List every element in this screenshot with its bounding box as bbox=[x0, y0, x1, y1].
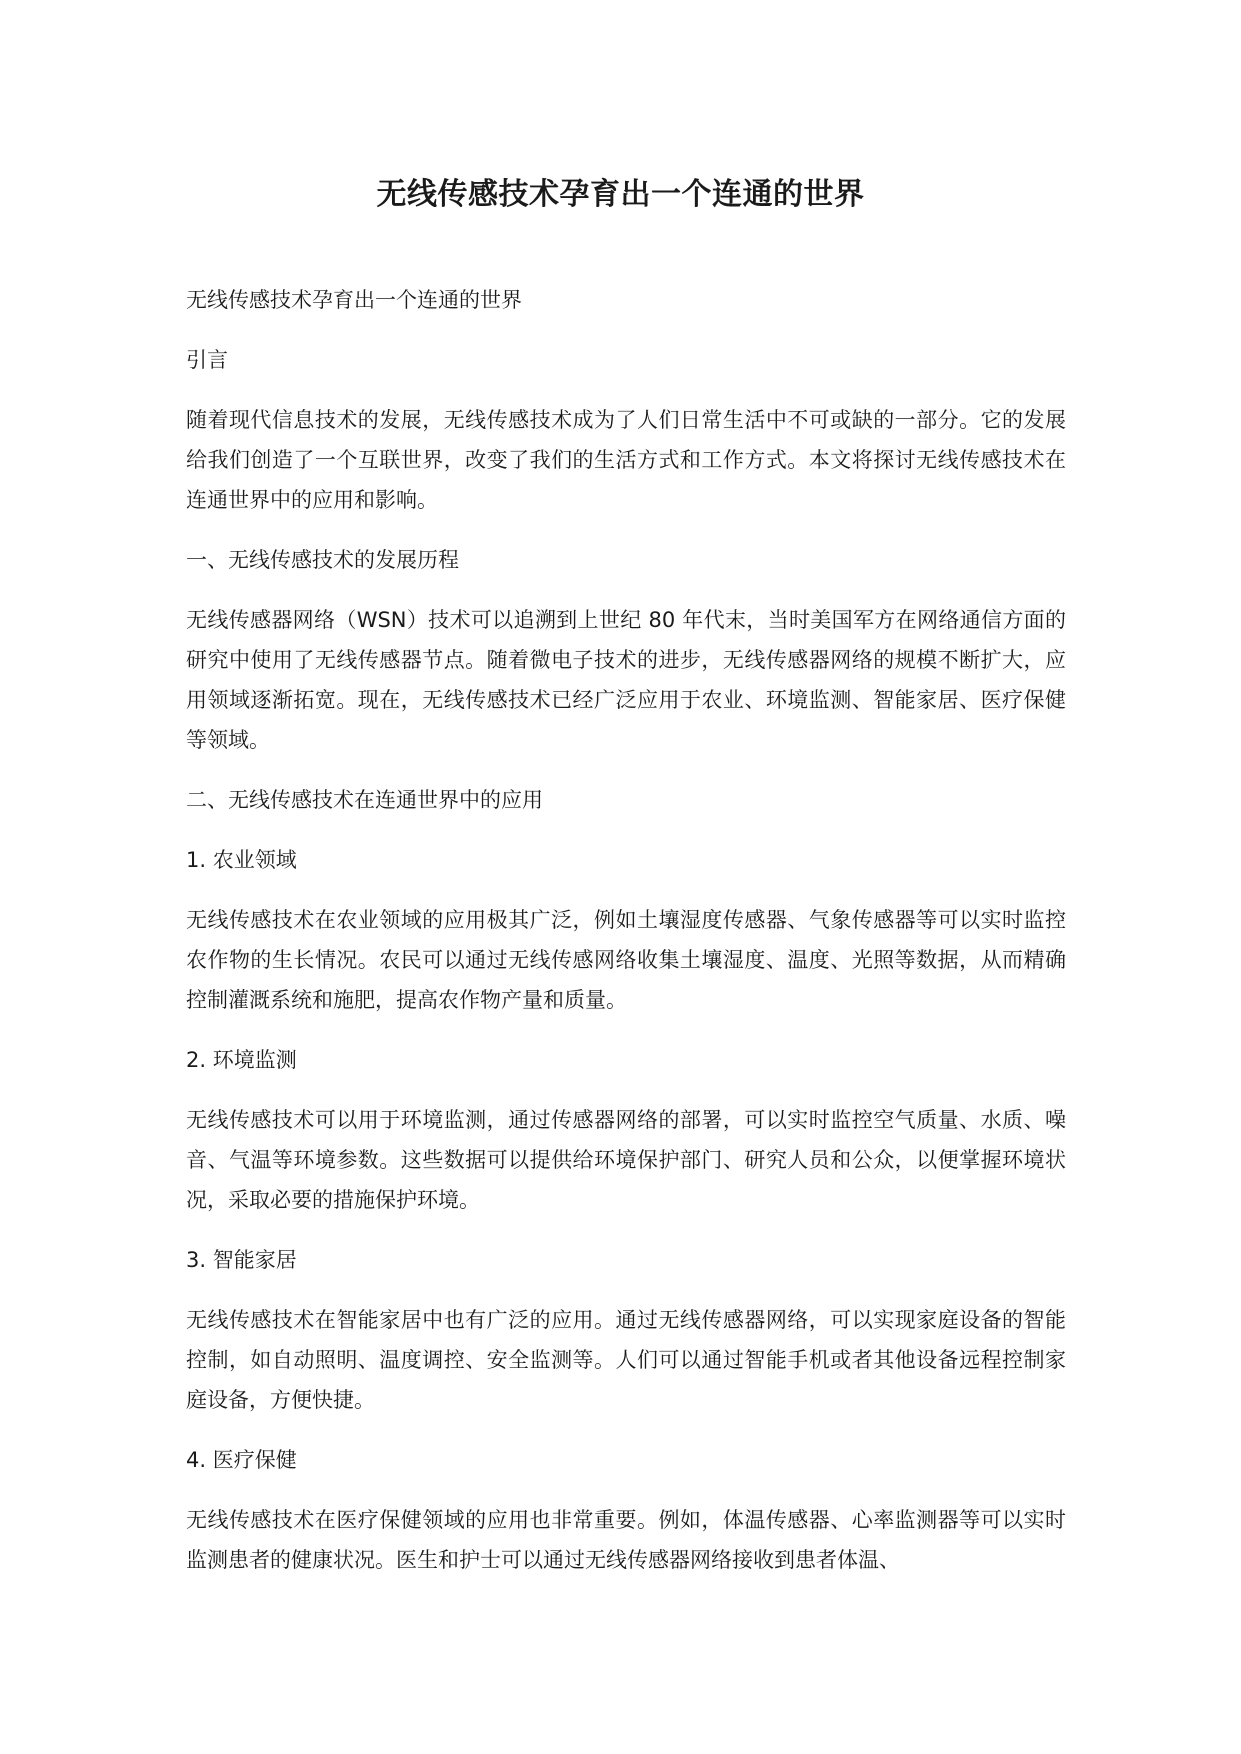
paragraph-environment: 无线传感技术可以用于环境监测，通过传感器网络的部署，可以实时监控空气质量、水质、噪音、气温等环境参数。这些数据可以提供给环境保护部门、研究人员和公众，以便掌握环境状况，采取必要的措施保护环境。 bbox=[186, 1108, 1066, 1212]
heading-intro: 引言 bbox=[186, 348, 228, 372]
heading-environment: 2. 环境监测 bbox=[186, 1048, 297, 1072]
heading-agriculture: 1. 农业领域 bbox=[186, 848, 297, 872]
paragraph-subtitle: 无线传感技术孕育出一个连通的世界 bbox=[186, 288, 522, 312]
document-body bbox=[186, 280, 1066, 1600]
paragraph-agriculture: 无线传感技术在农业领域的应用极其广泛，例如土壤湿度传感器、气象传感器等可以实时监控农作物的生长情况。农民可以通过无线传感网络收集土壤湿度、温度、光照等数据，从而精确控制灌溉系统和施肥，提高农作物产量和质量。 bbox=[186, 908, 1066, 1012]
heading-healthcare: 4. 医疗保健 bbox=[186, 1448, 297, 1472]
heading-smart-home: 3. 智能家居 bbox=[186, 1248, 297, 1272]
heading-section-2: 二、无线传感技术在连通世界中的应用 bbox=[186, 788, 543, 812]
paragraph-history: 无线传感器网络（WSN）技术可以追溯到上世纪 80 年代末，当时美国军方在网络通信方面的研究中使用了无线传感器节点。随着微电子技术的进步，无线传感器网络的规模不断扩大，应用领域逐渐拓宽。现在，无线传感技术已经广泛应用于农业、环境监测、智能家居、医疗保健等领域。 bbox=[186, 608, 1066, 752]
paragraph-smart-home: 无线传感技术在智能家居中也有广泛的应用。通过无线传感器网络，可以实现家庭设备的智能控制，如自动照明、温度调控、安全监测等。人们可以通过智能手机或者其他设备远程控制家庭设备，方便快捷。 bbox=[186, 1308, 1066, 1412]
heading-section-1: 一、无线传感技术的发展历程 bbox=[186, 548, 459, 572]
paragraph-intro: 随着现代信息技术的发展，无线传感技术成为了人们日常生活中不可或缺的一部分。它的发展给我们创造了一个互联世界，改变了我们的生活方式和工作方式。本文将探讨无线传感技术在连通世界中的应用和影响。 bbox=[186, 408, 1066, 512]
document-title: 无线传感技术孕育出一个连通的世界 bbox=[376, 177, 865, 212]
paragraph-healthcare: 无线传感技术在医疗保健领域的应用也非常重要。例如，体温传感器、心率监测器等可以实时监测患者的健康状况。医生和护士可以通过无线传感器网络接收到患者体温、 bbox=[186, 1508, 1066, 1572]
